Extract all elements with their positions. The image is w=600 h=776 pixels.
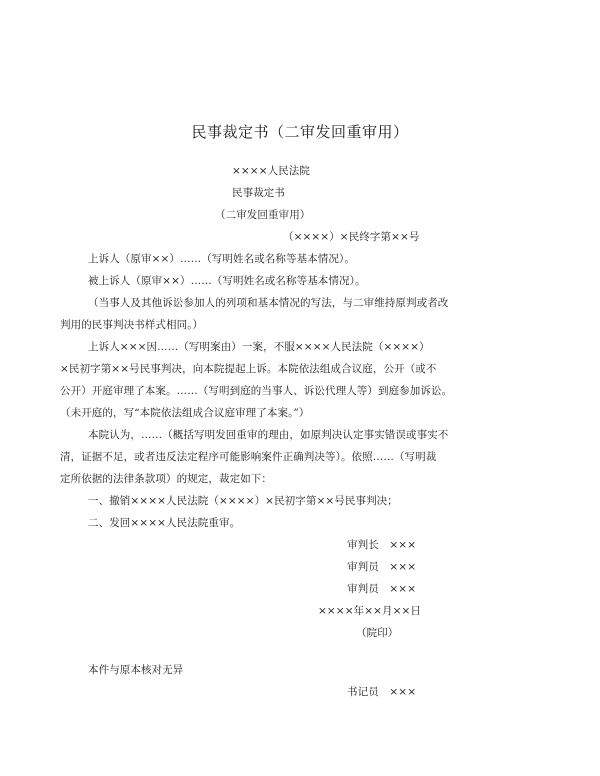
reasoning-line-1: 本院认为，……（概括写明发回重审的理由，如原判决认定事实错误或事实不 (88, 429, 449, 441)
court-seal: （院印） (356, 627, 399, 639)
ruling-item-2: 二、发回××××人民法院重审。 (88, 517, 241, 529)
clerk-signature: 书记员 ××× (347, 686, 417, 698)
judge-1: 审判员 ××× (347, 561, 417, 573)
presiding-judge: 审判长 ××× (347, 539, 417, 551)
facts-line-4: （未开庭的，写“本院依法组成合议庭审理了本案。”） (60, 407, 310, 419)
ruling-date: ××××年××月××日 (318, 605, 421, 617)
reasoning-line-3: 定所依据的法律条款项）的规定，裁定如下： (60, 473, 272, 485)
document-title: 民事裁定书（二审发回重审用） (191, 123, 409, 141)
ruling-item-1: 一、撤销××××人民法院（××××）×民初字第××号民事判决； (88, 495, 398, 507)
usage-note: （二审发回重审用） (215, 209, 311, 221)
appellant-line: 上诉人（原审××）……（写明姓名或名称等基本情况）。 (88, 253, 355, 265)
reasoning-line-2: 清，证据不足，或者违反法定程序可能影响案件正确判决等）。依照……（写明裁 (60, 451, 437, 463)
court-name: ××××人民法院 (232, 165, 310, 177)
facts-line-3: 公开）开庭审理了本案。……（写明到庭的当事人、诉讼代理人等）到庭参加诉讼。 (60, 385, 453, 397)
facts-line-2: ×民初字第××号民事判决，向本院提起上诉。本院依法组成合议庭，公开（或不 (60, 363, 437, 375)
facts-line-1: 上诉人×××因……（写明案由）一案，不服××××人民法院（××××） (88, 341, 430, 353)
doc-type: 民事裁定书 (232, 187, 285, 199)
appellee-line: 被上诉人（原审××）……（写明姓名或名称等基本情况）。 (88, 275, 366, 287)
case-number: （××××）×民终字第××号 (283, 231, 420, 243)
judge-2: 审判员 ××× (347, 583, 417, 595)
parties-note-line-2: 判用的民事判决书样式相同。） (60, 319, 204, 331)
verification-note: 本件与原本核对无异 (88, 664, 184, 676)
parties-note-line-1: （当事人及其他诉讼参加人的列项和基本情况的写法，与二审维持原判或者改 (88, 297, 449, 309)
